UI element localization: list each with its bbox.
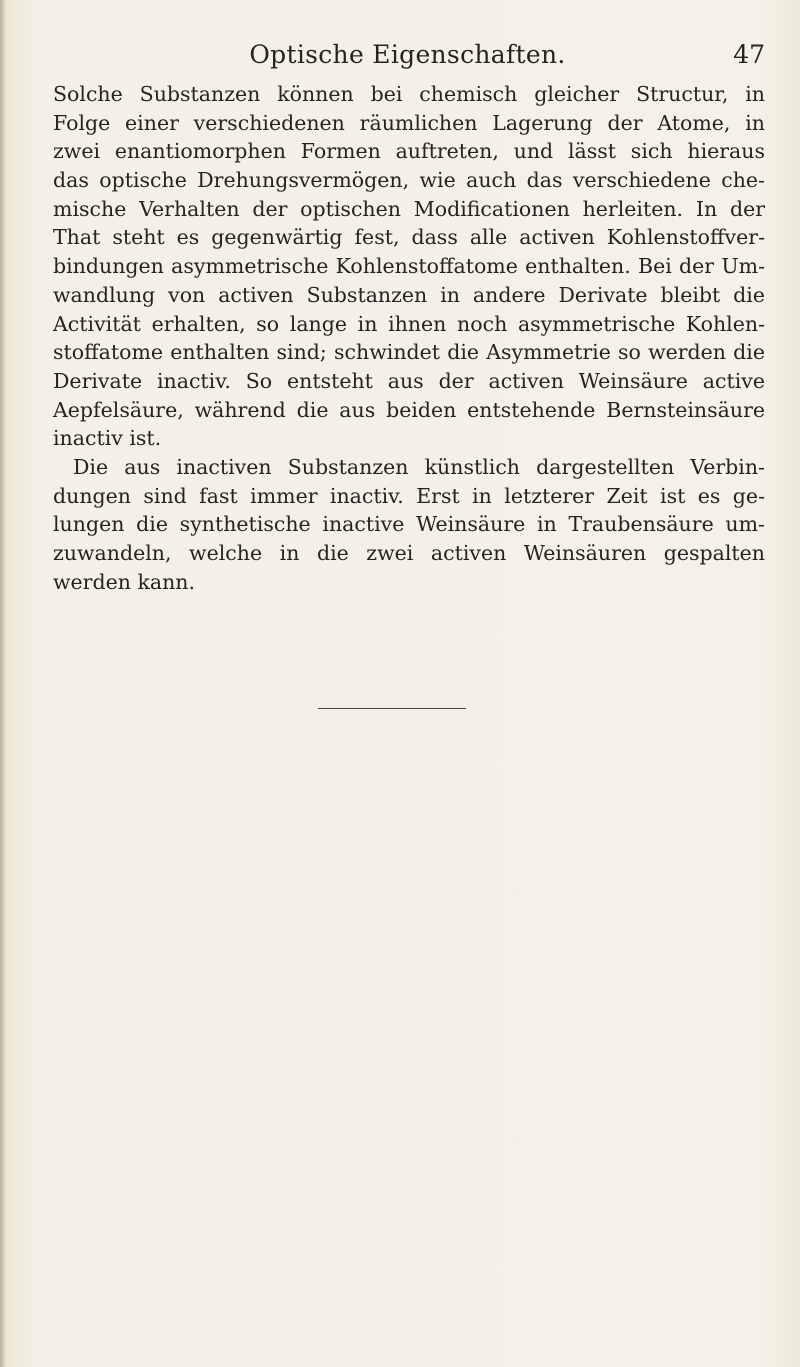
text-line: mische Verhalten der optischen Modificationen herleiten. In der: [53, 196, 765, 221]
text-line: das optische Drehungsvermögen, wie auch das verschiedene che-: [53, 168, 765, 193]
text-line: zuwandeln, welche in die zwei activen Weinsäuren gespalten: [53, 541, 765, 565]
running-head: [50, 40, 765, 80]
text-line: zwei enantiomorphen Formen auftreten, und lässt sich hieraus: [53, 139, 765, 164]
section-divider-rule: [318, 708, 466, 709]
body-text: [53, 80, 765, 596]
text-line: lungen die synthetische inactive Weinsäure in Traubensäure um-: [53, 512, 765, 537]
text-line: Folge einer verschiedenen räumlichen Lagerung der Atome, in: [53, 110, 765, 135]
text-line: Activität erhalten, so lange in ihnen noch asymmetrische Kohlen-: [53, 311, 765, 336]
text-line: dungen sind fast immer inactiv. Erst in letzterer Zeit ist es ge-: [53, 483, 765, 508]
text-line: Derivate inactiv. So entsteht aus der activen Weinsäure active: [53, 368, 765, 393]
text-line: werden kann.: [53, 569, 196, 594]
text-line: wandlung von activen Substanzen in andere Derivate bleibt die: [53, 282, 765, 307]
paragraph-2: [53, 453, 765, 596]
text-line: Aepfelsäure, während die aus beiden entstehende Bernsteinsäure: [53, 397, 765, 422]
paragraph-1: [53, 80, 765, 453]
text-line: bindungen asymmetrische Kohlenstoffatome enthalten. Bei der Um-: [53, 254, 765, 279]
page-number: 47: [733, 40, 765, 69]
text-line: Die aus inactiven Substanzen künstlich dargestellten Verbin-: [73, 454, 765, 479]
text-line: Solche Substanzen können bei chemisch gleicher Structur, in: [53, 82, 765, 106]
text-line: inactiv ist.: [53, 426, 162, 451]
page-binding-edge: [0, 0, 6, 1367]
text-line: stoffatome enthalten sind; schwindet die Asymmetrie so werden die: [53, 340, 765, 365]
text-line: That steht es gegenwärtig fest, dass alle activen Kohlenstoffver-: [53, 225, 765, 250]
running-head-title: Optische Eigenschaften.: [249, 40, 566, 69]
